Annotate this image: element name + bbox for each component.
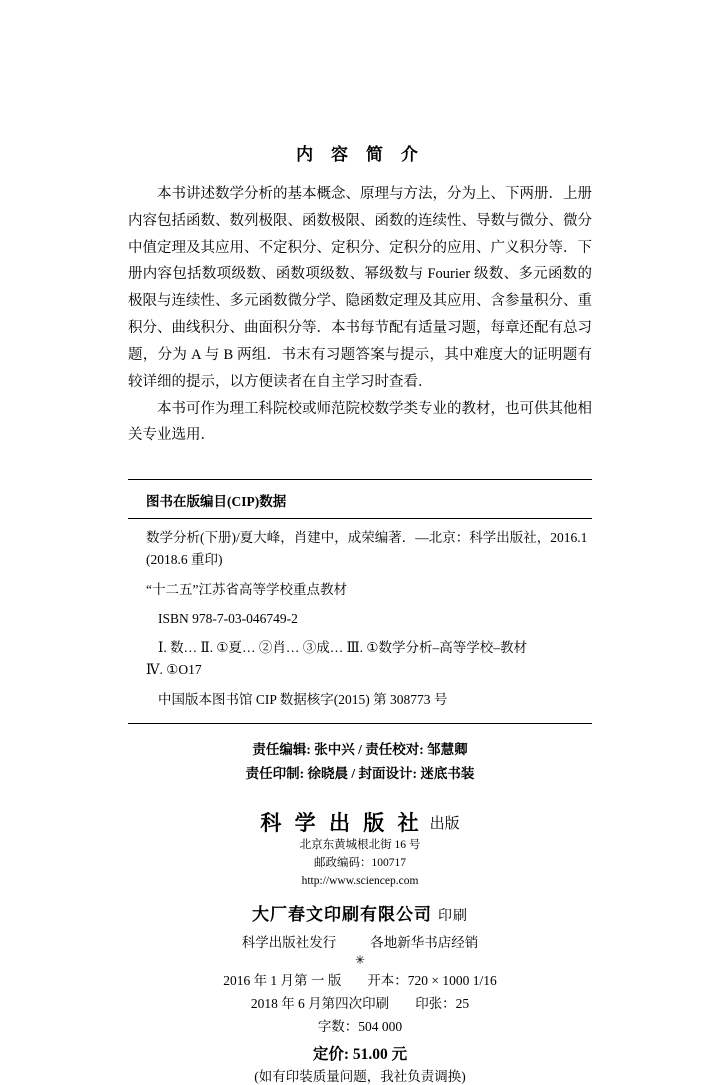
cip-block: [128, 479, 592, 724]
abstract-title: 内 容 简 介: [296, 145, 424, 165]
cip-heading: 图书在版编目(CIP)数据: [146, 494, 287, 510]
cip-spacer-2: [128, 601, 592, 608]
responsibility-line-1: 责任编辑: 张中兴 / 责任校对: 邹慧卿: [252, 741, 468, 757]
publisher-name-row: [128, 807, 592, 837]
distributor: 科学出版社发行: [241, 934, 337, 950]
print-sheets: 印张：25: [415, 996, 470, 1011]
publisher-postcode: 邮政编码：100717: [314, 857, 406, 870]
cip-spacer-4: [128, 682, 592, 689]
quality-note: (如有印装质量问题，我社负责调换): [254, 1068, 466, 1084]
edition-date: 2016 年 1 月第: [223, 973, 308, 989]
publisher-name: 科 学 出 版 社: [260, 810, 422, 836]
cip-line-registry: 中国版本图书馆 CIP 数据核字(2015) 第 308773 号: [158, 691, 448, 707]
printer-suffix: 印刷: [438, 908, 468, 924]
page-content: [128, 140, 592, 1085]
cip-spacer-3: [128, 630, 592, 637]
responsibility-block: [128, 738, 592, 785]
cip-divider: [128, 518, 592, 519]
printing-row: [128, 993, 592, 1016]
publisher-name-suffix: 出版: [429, 814, 460, 833]
cip-line-title: 数学分析(下册)/夏大峰，肖建中，成荣编著．—北京：科学出版社，2016.1: [146, 530, 588, 546]
responsibility-line-2: 责任印制: 徐晓晨 / 封面设计: 迷底书装: [245, 765, 475, 781]
print-date: 2018 年 6 月第四次印刷: [250, 996, 390, 1011]
cip-spacer-1: [128, 572, 592, 579]
printer-name: 大厂春文印刷有限公司: [252, 904, 432, 924]
cip-line-classification: Ⅰ. 数… Ⅱ. ①夏… ②肖… ③成… Ⅲ. ①数学分析–高等学校–教材: [158, 640, 527, 656]
printer-row: [128, 900, 592, 925]
cip-line-isbn: ISBN 978-7-03-046749-2: [158, 610, 298, 626]
edition-word: 版: [327, 973, 342, 989]
distribution-row: [128, 931, 592, 951]
retail-channel: 各地新华书店经销: [370, 934, 479, 950]
edition-number: 一: [310, 973, 325, 989]
book-format: 开本：720 × 1000 1/16: [367, 973, 497, 989]
publisher-website: http://www.sciencep.com: [301, 874, 419, 887]
abstract-paragraph-1: 本书讲述数学分析的基本概念、原理与方法，分为上、下两册．上册内容包括函数、数列极限、函数极限、函数的连续性、导数与微分、微分中值定理及其应用、不定积分、定积分、定积分的应用、广义积分等．下册内容包括数项级数、函数项级数、幂级数与 Fourier 级数、多元函数的极限与连续性、多元函数微分学、隐函数定理及其应用、含参量积分、重积分、曲线积分、曲面积分等．本书每节配有适量习题，每章还配有总习题，分为 A 与 B 两组．书末有习题答案与提示，其中难度大的证明题有较详细的提示，以方便读者在自主学习时查看．: [128, 186, 592, 390]
cip-line-classification-2: Ⅳ. ①O17: [146, 662, 202, 678]
word-count: 字数：504 000: [317, 1018, 403, 1034]
cip-line-reprint: (2018.6 重印): [146, 552, 223, 568]
edition-row: [128, 970, 592, 993]
separator-star: ✳: [354, 952, 366, 967]
publisher-address: 北京东黄城根北街 16 号: [299, 839, 421, 852]
publisher-block: [128, 807, 592, 1085]
cip-line-series: “十二五”江苏省高等学校重点教材: [146, 581, 347, 597]
abstract-paragraph-2: 本书可作为理工科院校或师范院校数学类专业的教材，也可供其他相关专业选用．: [128, 400, 592, 444]
price-label: 定价: 51.00 元: [312, 1045, 408, 1063]
